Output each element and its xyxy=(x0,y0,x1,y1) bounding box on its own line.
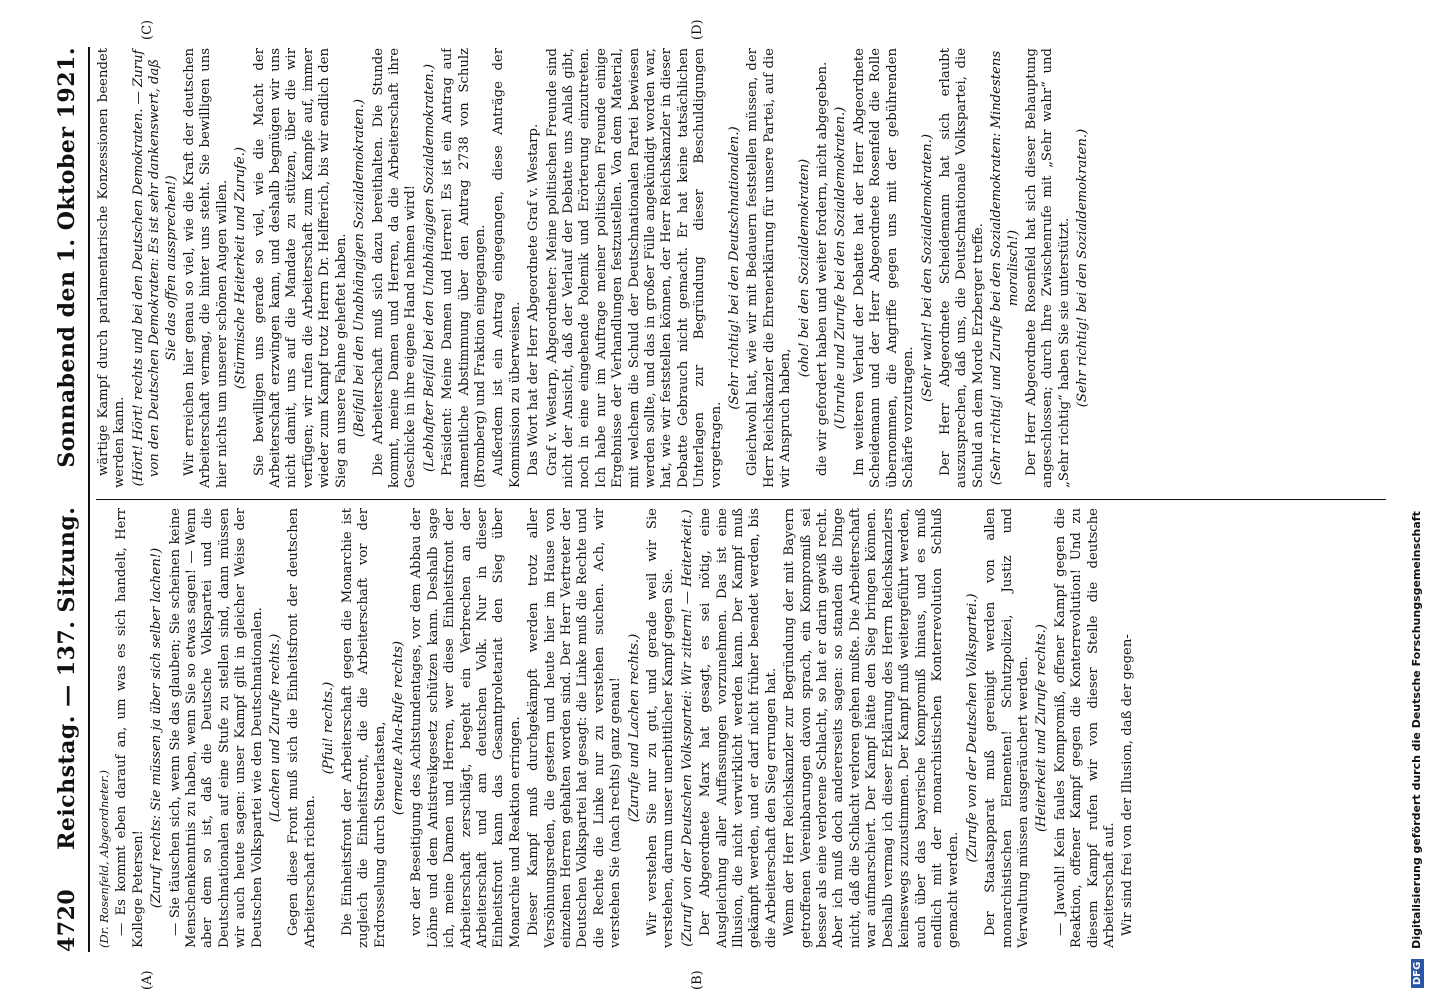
paragraph: — Es kommt eben darauf an, um was es sich handelt, Herr Kollege Petersen! xyxy=(114,508,146,948)
paragraph: Wir erreichen hier genau so viel, wie die Kraft der deutschen Arbeiterschaft vermag, die hinter uns steht. Sie bewilligen uns hier nichts um unserer schönen Augen willen. xyxy=(182,48,230,488)
paragraph: Der Staatsapparat muß gereinigt werden von allen monarchistischen Elementen! Schutzpolizei, Justiz und Verwaltung müssen ausgeräuchert werden. xyxy=(983,508,1031,948)
page-number: 4720 xyxy=(54,888,80,952)
margin-mark-c: (C) xyxy=(140,19,155,40)
paragraph: Der Herr Abgeordnete Rosenfeld hat sich dieser Behauptung angeschlossen; durch Ihre Zwischenrufe mit „Sehr wahr“ und „Sehr richtig“ haben Sie sie unterstützt. xyxy=(1023,48,1072,488)
session-title: Reichstag. — 137. Sitzung. xyxy=(54,506,80,850)
interjection: (Lebhafter Beifall bei den Unabhängigen Sozialdemokraten.) xyxy=(421,64,437,473)
interjection: (Hört! Hört! rechts und bei den Deutschen Demokraten. — Zuruf von den Deutschen Demokraten: Es ist sehr dankenswert, daß Sie das offen aussprechen!) xyxy=(130,49,179,487)
interjection: (Heiterkeit und Zurufe rechts.) xyxy=(1034,624,1050,832)
paragraph: Das Wort hat der Herr Abgeordnete Graf v. Westarp. xyxy=(526,123,542,476)
paragraph: Gleichwohl hat, wie wir mit Bedauern feststellen müssen, der Herr Reichskanzler die Ehrenerklärung für unsere Partei, auf die wir Anspruch haben, xyxy=(745,48,794,488)
header-rule xyxy=(88,47,90,952)
dfg-logo: DFG xyxy=(1411,959,1424,988)
speaker-line: (Dr. Rosenfeld, Abgeordneter.) xyxy=(97,770,111,948)
interjection: (Zurufe von der Deutschen Volkspartei.) xyxy=(964,593,980,863)
credit-text: Digitalisierung gefördert durch die Deutsche Forschungsgemeinschaft xyxy=(1410,511,1423,949)
paragraph: Wir verstehen Sie nur zu gut, und gerade weil wir Sie verstehen, darum unser unerbittlicher Kampf gegen Sie. xyxy=(645,508,677,948)
paragraph: Dieser Kampf muß durchgekämpft werden trotz aller Versöhnungsreden, die gestern und heute hier im Hause von einzelnen Herren gehalten worden sind. Der Herr Vertreter der Deutschen Volkspartei hat gesagt: die Linke muß die Rechte und die Rechte die Linke nur zu verstehen suchen. Ach, wir verstehen Sie (nach rechts) ganz genau! xyxy=(526,508,624,948)
interjection: (Sehr wahr! bei den Sozialdemokraten.) xyxy=(919,134,935,402)
paragraph: Wir sind frei von der Illusion, daß der gegen- xyxy=(1120,634,1136,936)
paragraph: Der Abgeordnete Marx hat gesagt, es sei nötig, eine Ausgleichung aller Auffassungen vorzunehmen. Das ist eine Illusion, die nicht verwirklicht werden kann. Der Kampf muß gekämpft werden, und er darf nicht früher beendet werden, bis die Arbeiterschaft den Sieg errungen hat. xyxy=(698,508,779,948)
paragraph: Die Arbeiterschaft muß sich dazu bereithalten. Die Stunde kommt, meine Damen und Herren, da die Arbeiterschaft ihre Geschicke in ihre eigene Hand nehmen wird! xyxy=(370,48,419,488)
interjection: (Pfui! rechts.) xyxy=(321,681,337,775)
paragraph: wärtige Kampf durch parlamentarische Konzessionen beendet werden kann. xyxy=(96,48,128,488)
interjection: (Zuruf rechts: Sie müssen ja über sich selber lachen!) xyxy=(149,547,165,909)
session-date: Sonnabend den 1. Oktober 1921. xyxy=(54,47,80,468)
paragraph: Die Einheitsfront der Arbeiterschaft gegen die Monarchie ist zugleich die Einheitsfront, die die Arbeiterschaft vor der Erdrosselung durch Steuerlasten, xyxy=(339,508,388,948)
paragraph: Präsident: Meine Damen und Herren! Es ist ein Antrag auf namentliche Abstimmung über den Antrag 2738 von Schulz (Bromberg) und Fraktion eingegangen. xyxy=(440,48,488,488)
column-divider xyxy=(96,499,1386,500)
interjection: (Stürmische Heiterkeit und Zurufe.) xyxy=(233,146,249,390)
paragraph: Der Herr Abgeordnete Scheidemann hat sich erlaubt auszusprechen, daß uns, die Deutschnationale Volkspartei, die Schuld an dem Morde Erzberger treffe. xyxy=(937,48,986,488)
margin-mark-a: (A) xyxy=(140,970,155,990)
interjection: (Zurufe und Lachen rechts.) xyxy=(626,633,642,823)
page-header xyxy=(52,47,82,952)
interjection: (Zuruf von der Deutschen Volkspartei: Wir zittern! — Heiterkeit.) xyxy=(679,509,695,947)
interjection: (Unruhe und Zurufe bei den Sozialdemokraten.) xyxy=(833,106,849,430)
right-column xyxy=(96,48,1386,488)
interjection: (erneute Aha-Rufe rechts) xyxy=(390,640,406,816)
margin-mark-b: (B) xyxy=(690,970,705,990)
interjection: (Beifall bei den Unabhängigen Sozialdemokraten.) xyxy=(352,98,368,438)
paragraph: die wir gefordert haben und weiter fordern, nicht abgegeben. xyxy=(815,61,831,476)
paragraph: Sie bewilligen uns gerade so viel, wie die Macht der Arbeiterschaft erzwingen kann, und deshalb begnügen wir uns nicht damit, uns auf die Mandate zu stützen, über die wir verfügen; wir rufen die Arbeiterschaft zum Kampfe auf, immer wieder zum Kampf trotz Herrn Dr. Helfferich, bis wir endlich den Sieg an unsere Fahne geheftet haben. xyxy=(251,48,349,488)
paragraph: — Sie täuschen sich, wenn Sie das glauben; Sie scheinen keine Menschenkenntnis zu haben, wenn Sie so etwas sagen! — Wenn aber dem so ist, daß die Deutsche Volkspartei und die Deutschnationalen auf eine Stufe zu stellen sind, dann müssen wir auch heute sagen: unser Kampf gilt in gleicher Weise der Deutschen Volkspartei wie den Deutschnationalen. xyxy=(167,508,265,948)
digitization-credit xyxy=(1410,8,1424,988)
interjection: (Lachen und Zurufe rechts.) xyxy=(268,633,284,823)
paragraph: Gegen diese Front muß sich die Einheitsfront der deutschen Arbeiterschaft richten. xyxy=(286,508,318,948)
interjection: (Sehr richtig! bei den Deutschnationalen.) xyxy=(727,126,743,410)
paragraph: vor der Beseitigung des Achtstundentages, vor dem Abbau der Löhne und dem Antistreikgesetz schützen kann. Deshalb sage ich, meine Damen und Herren, wer diese Einheitsfront der Arbeiterschaft zerschlägt, begeht ein Verbrechen an der Arbeiterschaft und am deutschen Volk. Nur in dieser Einheitsfront kann das Gesamtproletariat den Sieg über Monarchie und Reaktion erringen. xyxy=(409,508,523,948)
margin-mark-d: (D) xyxy=(690,19,705,40)
paragraph: Wenn der Herr Reichskanzler zur Begründung der mit Bayern getroffenen Vereinbarungen davon sprach, ein Kompromiß sei besser als eine verlorene Schlacht, so hat er darin gewiß recht. Aber ich muß doch andererseits sagen: so standen die Dinge nicht, daß die Schlacht verloren gehen mußte. Die Arbeiterschaft war aufmarschiert. Der Kampf hätte den Sieg bringen können. Deshalb vermag ich dieser Erklärung des Herrn Reichskanzlers keineswegs zuzustimmen. Der Kampf muß weitergeführt werden, auch über das bayerische Kompromiß hinaus, und es muß endlich mit der monarchistischen Konterrevolution Schluß gemacht werden. xyxy=(782,508,962,948)
paragraph: Graf v. Westarp, Abgeordneter: Meine politischen Freunde sind nicht der Ansicht, daß der Verlauf der Debatte uns Anlaß gibt, noch in eine eingehende Polemik und Erörterung einzutreten. Ich habe nur im Auftrage meiner politischen Freunde einige Ergebnisse der Verhandlungen festzustellen. Von dem Material, mit welchem die Schuld der Deutschnationalen Partei bewiesen werden sollte, und das in großer Fülle angekündigt worden war, hat, wie wir feststellen können, der Herr Reichskanzler in dieser Debatte Gebrauch nicht gemacht. Er hat keine tatsächlichen Unterlagen zur Begründung dieser Beschuldigungen vorgetragen. xyxy=(544,48,724,488)
paragraph: — Jawohl! Kein faules Kompromiß, offener Kampf gegen die Reaktion, offener Kampf gegen die Konterrevolution! Und zu diesem Kampf rufen wir von dieser Stelle die deutsche Arbeiterschaft auf. xyxy=(1052,508,1117,948)
interjection: (Sehr richtig! bei den Sozialdemokraten.) xyxy=(1075,128,1091,408)
interjection: (Sehr richtig! und Zurufe bei den Sozialdemokraten: Mindestens moralisch!) xyxy=(989,50,1021,486)
paragraph: Außerdem ist ein Antrag eingegangen, diese Anträge der Kommission zu überweisen. xyxy=(491,48,523,488)
interjection: (oho! bei den Sozialdemokraten) xyxy=(796,158,812,378)
left-column xyxy=(96,508,1386,948)
paragraph: Im weiteren Verlauf der Debatte hat der Herr Abgeordnete Scheidemann und der Herr Abgeordnete Rosenfeld die Rolle übernommen, die Angriffe gegen uns mit der gebührenden Schärfe vorzutragen. xyxy=(851,48,917,488)
